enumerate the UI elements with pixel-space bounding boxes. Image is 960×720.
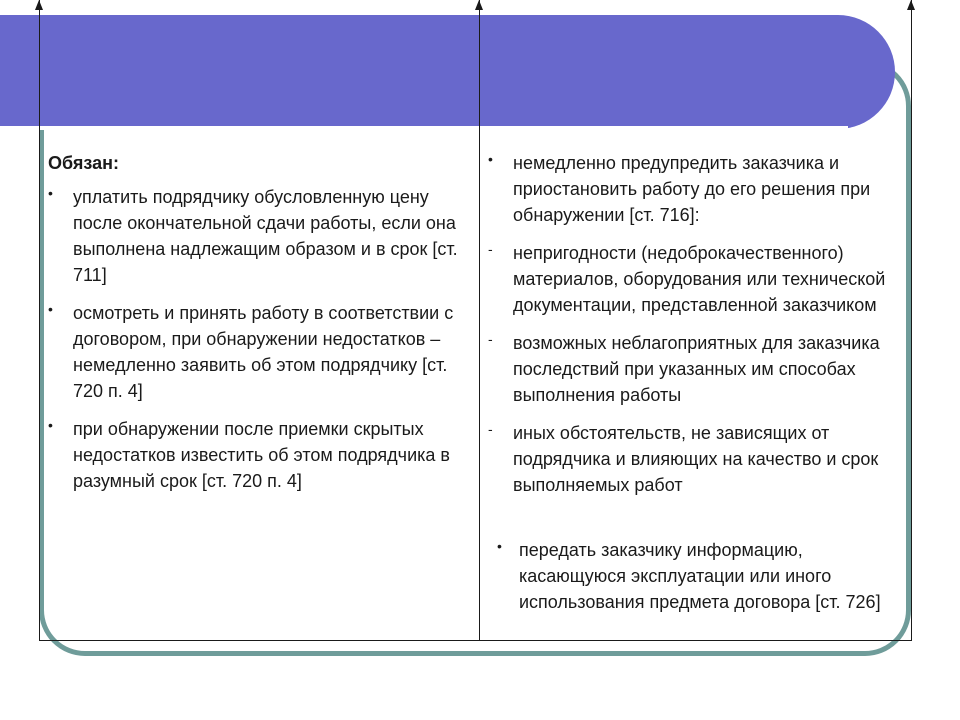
table-left-border <box>39 0 40 640</box>
list-item <box>488 240 898 318</box>
table-right-border <box>911 0 912 640</box>
list-item-text: уплатить подрядчику обусловленную цену после окончательной сдачи работы, если она выполнена надлежащим образом и в срок [ст. 711] <box>73 187 458 285</box>
list-item-text: иных обстоятельств, не зависящих от подрядчика и влияющих на качество и срок выполняемых работ <box>513 423 879 495</box>
dash-icon: - <box>488 331 493 347</box>
list-item <box>48 184 468 288</box>
arrow-up-icon <box>475 0 483 10</box>
list-item <box>48 416 468 494</box>
list-item <box>48 300 468 404</box>
arrow-up-icon <box>907 0 915 10</box>
bullet-icon: • <box>48 185 53 201</box>
list-item <box>488 150 898 228</box>
dash-icon: - <box>488 421 493 437</box>
bullet-icon: • <box>48 301 53 317</box>
list-item <box>488 330 898 408</box>
header-banner <box>0 15 895 129</box>
right-column <box>488 150 898 510</box>
list-item-text: непригодности (недоброкачественного) материалов, оборудования или технической документации, представленной заказчиком <box>513 243 886 315</box>
list-item <box>488 420 898 498</box>
obligations-heading: Обязан: <box>48 153 119 173</box>
bullet-icon: • <box>497 538 502 554</box>
banner-divider <box>0 126 848 130</box>
bullet-icon: • <box>488 151 493 167</box>
list-item-text: немедленно предупредить заказчика и приостановить работу до его решения при обнаружении [ст. 716]: <box>513 153 871 225</box>
table-column-divider <box>479 0 480 640</box>
bullet-icon: • <box>48 417 53 433</box>
list-item <box>495 537 895 615</box>
arrow-up-icon <box>35 0 43 10</box>
list-item-text: передать заказчику информацию, касающуюся эксплуатации или иного использования предмета договора [ст. 726] <box>519 540 881 612</box>
table-bottom-border <box>39 640 912 641</box>
list-item-text: осмотреть и принять работу в соответствии с договором, при обнаружении недостатков – немедленно заявить об этом подрядчику [ст. 720 п. 4] <box>73 303 454 401</box>
list-item-text: возможных неблагоприятных для заказчика последствий при указанных им способах выполнения работы <box>513 333 880 405</box>
dash-icon: - <box>488 241 493 257</box>
list-item-text: при обнаружении после приемки скрытых недостатков известить об этом подрядчика в разумный срок [ст. 720 п. 4] <box>73 419 450 491</box>
left-column <box>48 150 468 506</box>
